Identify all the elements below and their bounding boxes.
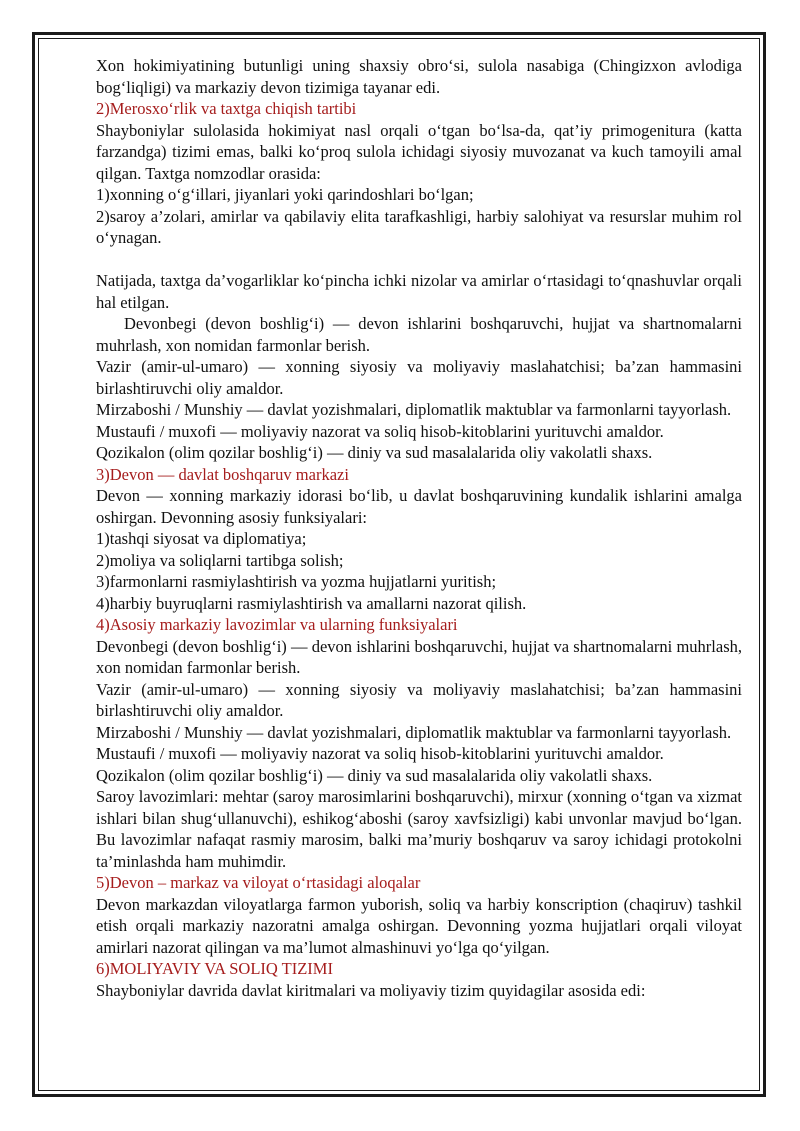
list-item: 4)harbiy buyruqlarni rasmiylashtirish va amallarni nazorat qilish.	[96, 593, 527, 613]
paragraph-qozikalon: Qozikalon (olim qozilar boshlig‘i) — diniy va sud masalalarida oliy vakolatli shaxs.	[96, 443, 653, 462]
list-item: 3)farmonlarni rasmiylashtirish va yozma hujjatlarni yuritish;	[96, 572, 497, 591]
paragraph-mustaufi: Mustaufi / muxofi — moliyaviy nazorat va soliq hisob-kitoblarini yurituvchi amaldor.	[96, 421, 664, 441]
paragraph-devon-regions: Devon markazdan viloyatlarga farmon yuborish, soliq va harbiy konscription (chaqiruv) tashkil etish orqali markaziy nazoratni amalga oshirgan. Devonning yozma hujjatlari orqali viloyat amirlari nazorat qilingan va ma’lumot almashinuvi yo‘lga qo‘yilgan.	[96, 894, 742, 957]
list-item: 2)moliya va soliqlarni tartibga solish;	[96, 550, 344, 570]
list-item: 1)xonning o‘g‘illari, jiyanlari yoki qarindoshlari bo‘lgan;	[96, 185, 474, 204]
paragraph-result: Natijada, taxtga da’vogarliklar ko‘pincha ichki nizolar va amirlar o‘rtasidagi to‘qnashuvlar orqali hal etilgan.	[96, 271, 742, 312]
section-heading-6: 6)MOLIYAVIY VA SOLIQ TIZIMI	[96, 959, 333, 978]
list-item: 1)tashqi siyosat va diplomatiya;	[96, 529, 307, 548]
list-item: 2)saroy a’zolari, amirlar va qabilaviy elita tarafkashligi, harbiy salohiyat va resurslar muhim rol o‘ynagan.	[96, 206, 742, 247]
paragraph-devonbegi: Devonbegi (devon boshlig‘i) — devon ishlarini boshqaruvchi, hujjat va shartnomalarni muhrlash, xon nomidan farmonlar berish.	[96, 636, 742, 677]
paragraph-qozikalon: Qozikalon (olim qozilar boshlig‘i) — diniy va sud masalalarida oliy vakolatli shaxs.	[96, 765, 653, 785]
paragraph-intro: Xon hokimiyatining butunligi uning shaxsiy obro‘si, sulola nasabiga (Chingizxon avlodiga bog‘liqligi) va markaziy devon tizimiga tayanar edi.	[96, 56, 742, 97]
section-heading-2: 2)Merosxo‘rlik va taxtga chiqish tartibi	[96, 99, 357, 118]
paragraph-devonbegi: Devonbegi (devon boshlig‘i) — devon ishlarini boshqaruvchi, hujjat va shartnomalarni muhrlash, xon nomidan farmonlar berish.	[96, 314, 742, 355]
paragraph-succession: Shayboniylar sulolasida hokimiyat nasl orqali o‘tgan bo‘lsa-da, qat’iy primogenitura (katta farzandga) tizimi emas, balki ko‘proq sulola ichidagi siyosiy muvozanat va kuch tamoyili amal qilgan. Taxtga nomzodlar orasida:	[96, 120, 742, 183]
paragraph-vazir: Vazir (amir-ul-umaro) — xonning siyosiy va moliyaviy maslahatchisi; ba’zan hammasini birlashtiruvchi oliy amaldor.	[96, 679, 742, 720]
paragraph-mirzaboshi: Mirzaboshi / Munshiy — davlat yozishmalari, diplomatlik maktublar va farmonlarni tayyorlash.	[96, 722, 732, 742]
document-body	[96, 55, 742, 1001]
section-heading-3: 3)Devon — davlat boshqaruv markazi	[96, 464, 349, 484]
section-heading-5: 5)Devon – markaz va viloyat o‘rtasidagi aloqalar	[96, 873, 421, 892]
paragraph-vazir: Vazir (amir-ul-umaro) — xonning siyosiy va moliyaviy maslahatchisi; ba’zan hammasini birlashtiruvchi oliy amaldor.	[96, 357, 742, 398]
paragraph-finance: Shayboniylar davrida davlat kiritmalari va moliyaviy tizim quyidagilar asosida edi:	[96, 980, 646, 1000]
paragraph-devon: Devon — xonning markaziy idorasi bo‘lib, u davlat boshqaruvining kundalik ishlarini amalga oshirgan. Devonning asosiy funksiyalari:	[96, 486, 742, 527]
paragraph-saroy: Saroy lavozimlari: mehtar (saroy marosimlarini boshqaruvchi), mirxur (xonning o‘tgan va xizmat ishlari bilan shug‘ullanuvchi), eshikog‘aboshi (saroy xavfsizligi) kabi unvonlar mavjud bo‘lgan. Bu lavozimlar nafaqat rasmiy marosim, balki ma’muriy boshqaruv va saroy ichidagi protokolni ta’minlashda ham muhimdir.	[96, 787, 742, 871]
section-heading-4: 4)Asosiy markaziy lavozimlar va ularning funksiyalari	[96, 615, 458, 634]
paragraph-mustaufi: Mustaufi / muxofi — moliyaviy nazorat va soliq hisob-kitoblarini yurituvchi amaldor.	[96, 744, 664, 763]
blank-line	[96, 249, 742, 271]
paragraph-mirzaboshi: Mirzaboshi / Munshiy — davlat yozishmalari, diplomatlik maktublar va farmonlarni tayyorlash.	[96, 400, 732, 419]
